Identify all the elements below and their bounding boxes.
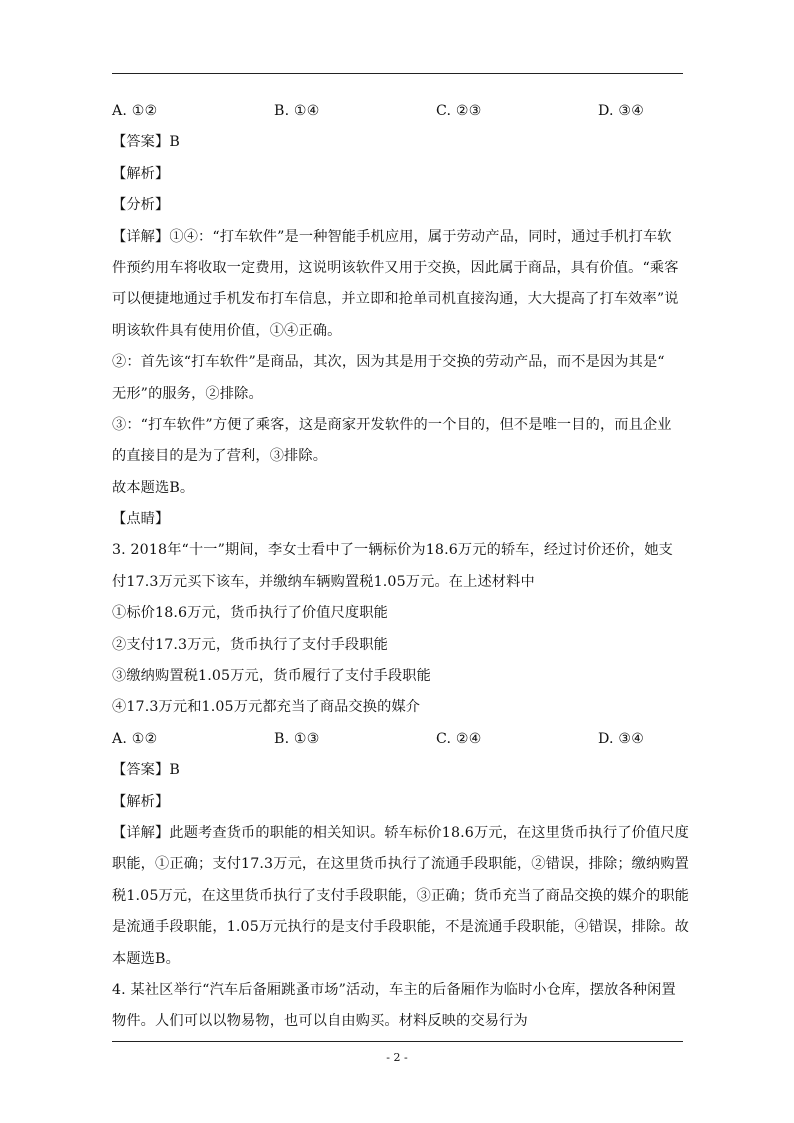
q2-detail-line: 可以便捷地通过手机发布打车信息，并立即和抢单司机直接沟通，大大提高了打车效率”说: [112, 291, 679, 308]
q2-analysis-label: 【解析】: [112, 165, 170, 182]
q3-option-d: D. ③④: [598, 730, 645, 747]
q3-option-c: C. ②④: [436, 730, 482, 747]
q3-item-2: ②支付17.3万元，货币执行了支付手段职能: [112, 636, 388, 653]
q3-item-1: ①标价18.6万元，货币执行了价值尺度职能: [112, 605, 388, 622]
q2-option-b: B. ①④: [274, 103, 320, 119]
q3-item-4: ④17.3万元和1.05万元都充当了商品交换的媒介: [112, 699, 421, 716]
q2-detail-line: 无形”的服务，②排除。: [112, 385, 263, 402]
q3-item-3: ③缴纳购置税1.05万元，货币履行了支付手段职能: [112, 668, 431, 685]
q2-detail-line: 明该软件具有使用价值，①④正确。: [112, 322, 342, 339]
page-number: - 2 -: [386, 1051, 408, 1064]
q3-detail-line: 【详解】此题考查货币的职能的相关知识。轿车标价18.6万元，在这里货币执行了价值尺度: [112, 824, 690, 841]
q3-answer: 【答案】B: [112, 762, 180, 779]
q2-options: [112, 96, 683, 127]
q2-fenxi-label: 【分析】: [112, 197, 170, 214]
q3-detail-line: 是流通手段职能，1.05万元执行的是支付手段职能，不是流通手段职能，④错误，排除。故: [112, 919, 690, 936]
q2-detail-line: ③：“打车软件”方便了乘客，这是商家开发软件的一个目的，但不是唯一目的，而且企业: [112, 416, 672, 433]
q2-option-a: A. ①②: [112, 103, 158, 119]
q2-detail-line: 的直接目的是为了营利，③排除。: [112, 448, 328, 465]
q2-option-c: C. ②③: [436, 103, 482, 119]
q3-detail-line: 税1.05万元，在这里货币执行了支付手段职能，③正确；货币充当了商品交换的媒介的职能: [112, 887, 690, 904]
q3-analysis-label: 【解析】: [112, 793, 170, 810]
q3-stem-line: 3. 2018年“十一”期间，李女士看中了一辆标价为18.6万元的轿车，经过讨价还价，她支: [112, 542, 673, 559]
q2-detail-line: ②：首先该“打车软件”是商品，其次，因为其是用于交换的劳动产品，而不是因为其是“: [112, 354, 665, 371]
q4-stem-line: 4. 某社区举行“汽车后备厢跳蚤市场”活动，车主的后备厢作为临时小仓库，摆放各种闲置: [112, 981, 676, 998]
footer-rule: [112, 1041, 683, 1042]
q3-options: [112, 724, 683, 755]
q2-detail-line: 【详解】①④：“打车软件”是一种智能手机应用，属于劳动产品，同时，通过手机打车软: [112, 228, 672, 245]
header-rule: [112, 73, 683, 74]
q2-detail-line: 件预约用车将收取一定费用，这说明该软件又用于交换，因此属于商品，具有价值。“乘客: [112, 259, 679, 276]
q3-stem-line: 付17.3万元买下该车，并缴纳车辆购置税1.05万元。在上述材料中: [112, 573, 535, 590]
q4-stem-line: 物件。人们可以以物易物，也可以自由购买。材料反映的交易行为: [112, 1013, 528, 1030]
q2-option-d: D. ③④: [598, 103, 645, 119]
page-content: [112, 96, 690, 1038]
q3-detail-line: 本题选B。: [112, 950, 180, 967]
q3-option-a: A. ①②: [112, 730, 158, 747]
q2-answer: 【答案】B: [112, 134, 180, 151]
q2-conclusion: 故本题选B。: [112, 479, 195, 496]
q2-dianjing-label: 【点睛】: [112, 511, 170, 528]
q3-detail-line: 职能，①正确；支付17.3万元，在这里货币执行了流通手段职能，②错误，排除；缴纳购置: [112, 856, 690, 873]
q3-option-b: B. ①③: [274, 730, 320, 747]
